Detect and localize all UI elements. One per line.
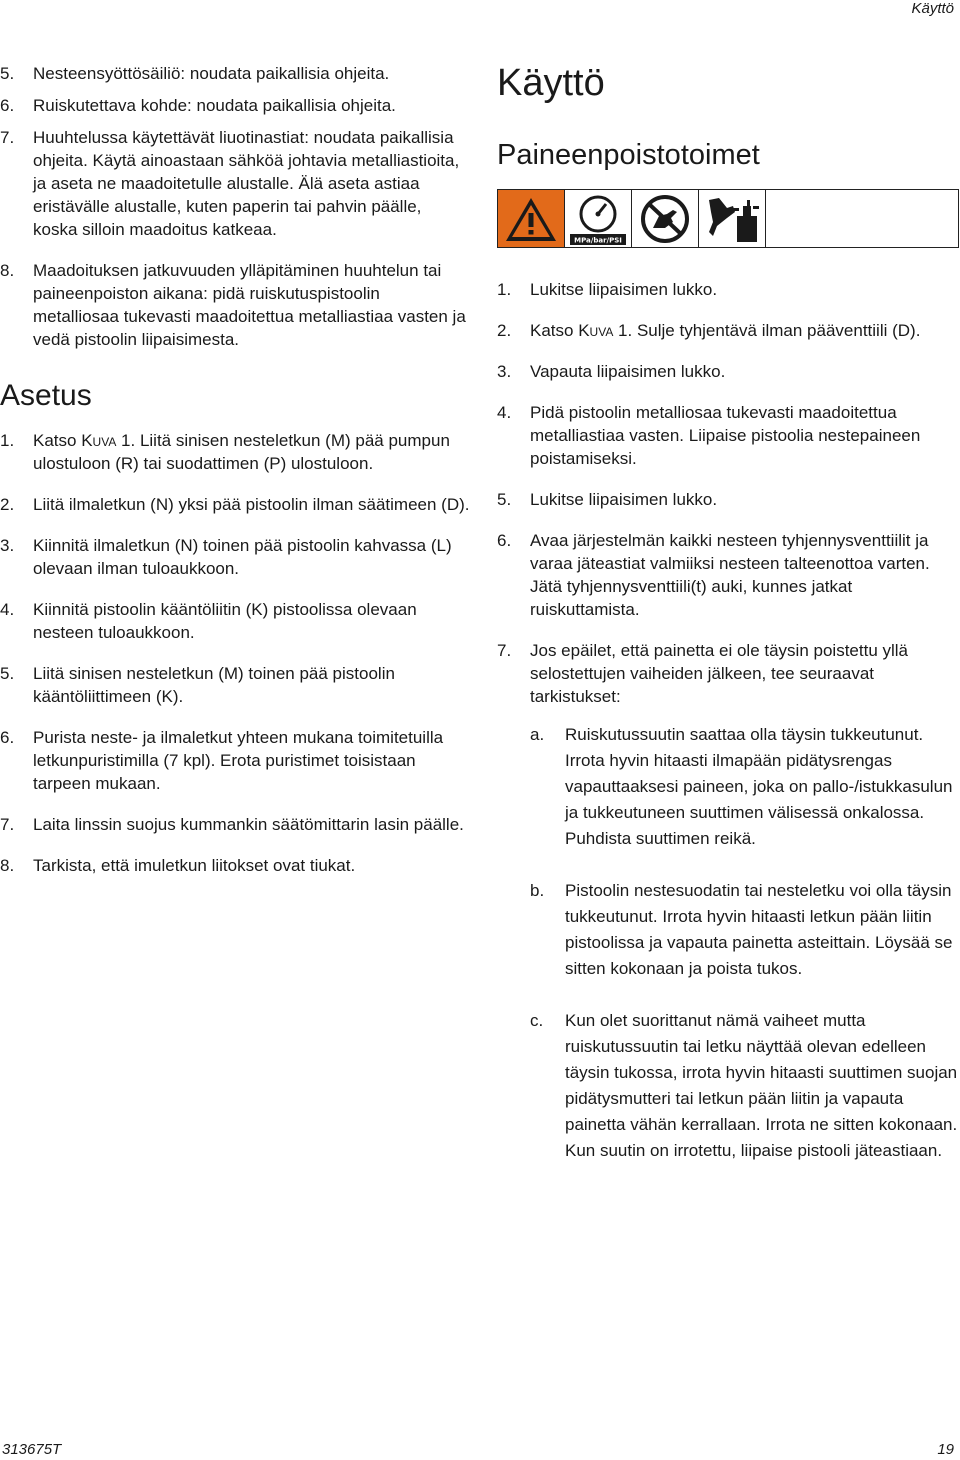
list-item: 6. Avaa järjestelmän kaikki nesteen tyhjennysventtiilit ja varaa jäteastiat valmiiksi nesteen talteenottoa varten. Jätä tyhjennysventtiili(t) auki, kunnes jatkat ruiskuttamista.	[497, 531, 930, 619]
setup-heading: Asetus	[0, 379, 92, 412]
list-item: 5. Lukitse liipaisimen lukko.	[497, 490, 718, 509]
hand-injection-icon	[699, 190, 766, 247]
list-item: 1. Lukitse liipaisimen lukko.	[497, 280, 718, 299]
right-column	[497, 62, 959, 1190]
list-item: 1. Katso Kuva 1. Liitä sinisen nesteletkun (M) pää pumpun ulostuloon (R) tai suodattimen (P) ulostuloon.	[0, 431, 450, 473]
no-hand-icon	[632, 190, 699, 247]
list-item: 4. Pidä pistoolin metalliosaa tukevasti maadoitettua metalliastiaa vasten. Liipaise pistoolia nestepaineen poistamiseksi.	[497, 403, 921, 468]
figure-reference: Kuva	[81, 431, 117, 450]
document-number: 313675T	[2, 1441, 62, 1458]
list-item: 5. Liitä sinisen nesteletkun (M) toinen pää pistoolin kääntöliittimeen (K).	[0, 664, 395, 706]
figure-reference: Kuva	[578, 321, 614, 340]
pressure-relief-steps	[497, 278, 959, 1164]
sub-list-item: b. Pistoolin nestesuodatin tai nesteletku voi olla täysin tukkeutunut. Irrota hyvin hitaasti letkun pään liitin pistoolissa ja vapauta painetta asteittain. Löysää se sitten kokonaan ja poista tukos.	[530, 881, 953, 978]
running-header: Käyttö	[911, 0, 954, 17]
sub-list-item: c. Kun olet suorittanut nämä vaiheet mutta ruiskutussuutin tai letku näyttää olevan edelleen täysin tukossa, irrota hyvin hitaasti suuttimen suojan pidätysmutteri tai letkun pään liitin ja vapauta painetta vähän kerrallaan. Irrota ne sitten kokonaan. Kun suutin on irrotettu, liipaise pistooli jäteastiaan.	[530, 1011, 958, 1160]
list-item: 7. Jos epäilet, että painetta ei ole täysin poistettu yllä selostettujen vaiheiden jälkeen, tee seuraavat tarkistukset: a. Ruiskutussuutin saattaa olla täysin tukkeutunut. Irrota hyvin hitaasti ilmapään pidätysrengas vapauttaaksesi paineen, joka on pallo-/istukkasulun ja tukkeutuneen suuttimen välisessä onkalossa. Puhdista suuttimen reikä. b. Pistoolin nestesuodatin tai nesteletku voi olla täysin tukkeutunut. Irrota hyvin hitaasti letkun pään liitin pistoolissa ja vapauta painetta asteittain. Löysää se sitten kokonaan ja poista tukos. c. Kun olet suorittanut nämä vaiheet mutta ruiskutussuutin tai letku näyttää olevan edelleen täysin tukossa, irrota hyvin hitaasti suuttimen suojan pidätysmutteri tai letkun pään liitin ja vapauta painetta vähän kerrallaan. Irrota ne sitten kokonaan. Kun suutin on irrotettu, liipaise pistooli jäteastiaan.	[497, 639, 959, 1164]
warning-triangle-icon	[498, 190, 565, 247]
section-heading: Paineenpoistotoimet	[497, 139, 760, 171]
gauge-unit-label: MPa/bar/PSI	[574, 236, 622, 244]
list-item: 8. Maadoituksen jatkuvuuden ylläpitäminen huuhtelun tai paineenpoiston aikana: pidä ruiskutuspistoolin metalliosaa tukevasti maadoitettua metalliastiaa vasten ja vedä pistoolin liipaisimesta.	[0, 261, 466, 349]
left-column	[0, 62, 470, 895]
warning-icon-strip	[497, 189, 959, 248]
setup-list	[0, 429, 470, 877]
icon-strip-blank	[766, 190, 958, 247]
pressure-gauge-icon	[565, 190, 632, 247]
sub-step-list	[530, 722, 959, 1164]
list-item: 5. Nesteensyöttösäiliö: noudata paikallisia ohjeita.	[0, 64, 390, 83]
list-item: 8. Tarkista, että imuletkun liitokset ovat tiukat.	[0, 856, 356, 875]
list-item: 6. Ruiskutettava kohde: noudata paikallisia ohjeita.	[0, 96, 396, 115]
list-item: 7. Laita linssin suojus kummankin säätömittarin lasin päälle.	[0, 815, 464, 834]
list-item: 2. Liitä ilmaletkun (N) yksi pää pistoolin ilman säätimeen (D).	[0, 495, 470, 514]
list-item: 3. Vapauta liipaisimen lukko.	[497, 362, 726, 381]
list-item: 6. Purista neste- ja ilmaletkut yhteen mukana toimitetuilla letkunpuristimilla (7 kpl). Erota puristimet toisistaan tarpeen mukaan.	[0, 728, 444, 793]
sub-list-item: a. Ruiskutussuutin saattaa olla täysin tukkeutunut. Irrota hyvin hitaasti ilmapään pidätysrengas vapauttaaksesi paineen, joka on pallo-/istukkasulun ja tukkeutuneen suuttimen välisessä onkalossa. Puhdista suuttimen reikä.	[530, 725, 953, 848]
safety-list	[0, 62, 470, 351]
list-item: 7. Huuhtelussa käytettävät liuotinastiat: noudata paikallisia ohjeita. Käytä ainoastaan sähköä johtavia metalliastioita, ja aseta ne maadoitetulle alustalle. Älä aseta astiaa eristävälle alustalle, kuten paperin tai pahvin päälle, koska silloin maadoitus katkeaa.	[0, 128, 460, 239]
page-number: 19	[937, 1441, 954, 1458]
page-title: Käyttö	[497, 62, 605, 104]
list-item: 2. Katso Kuva 1. Sulje tyhjentävä ilman pääventtiili (D).	[497, 321, 921, 340]
list-item: 3. Kiinnitä ilmaletkun (N) toinen pää pistoolin kahvassa (L) olevaan ilman tuloaukkoon.	[0, 536, 452, 578]
list-item: 4. Kiinnitä pistoolin kääntöliitin (K) pistoolissa olevaan nesteen tuloaukkoon.	[0, 600, 417, 642]
